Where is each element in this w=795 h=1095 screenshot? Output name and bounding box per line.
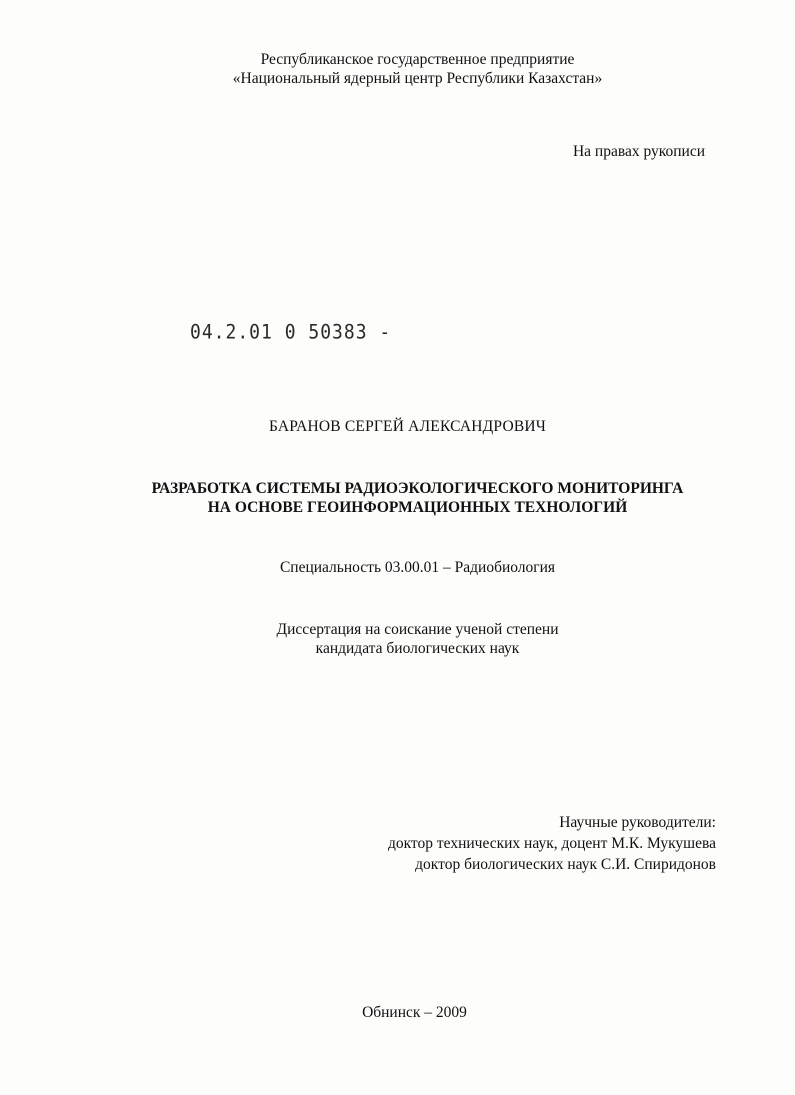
supervisors-block xyxy=(388,812,716,875)
place-and-year: Обнинск – 2009 xyxy=(362,1004,467,1021)
supervisors-heading: Научные руководители: xyxy=(559,814,716,831)
thesis-title-line-2: НА ОСНОВЕ ГЕОИНФОРМАЦИОННЫХ ТЕХНОЛОГИЙ xyxy=(207,499,628,516)
specialty-line: Специальность 03.00.01 – Радиобиология xyxy=(279,559,556,576)
manuscript-note: На правах рукописи xyxy=(572,143,705,160)
supervisor-item: доктор технических наук, доцент М.К. Мукушева xyxy=(387,835,716,852)
author-name: БАРАНОВ СЕРГЕЙ АЛЕКСАНДРОВИЧ xyxy=(268,418,547,435)
thesis-title-line-1: РАЗРАБОТКА СИСТЕМЫ РАДИОЭКОЛОГИЧЕСКОГО МОНИТОРИНГА xyxy=(151,480,684,497)
degree-line-1: Диссертация на соискание ученой степени xyxy=(276,621,559,638)
registration-stamp: 04.2.01 0 50383 - xyxy=(190,320,392,345)
supervisor-item: доктор биологических наук С.И. Спиридонов xyxy=(415,856,716,873)
degree-line-2: кандидата биологических наук xyxy=(315,640,520,657)
organization-line-2: «Национальный ядерный центр Республики Казахстан» xyxy=(232,70,603,87)
organization-line-1: Республиканское государственное предприятие xyxy=(260,51,575,68)
